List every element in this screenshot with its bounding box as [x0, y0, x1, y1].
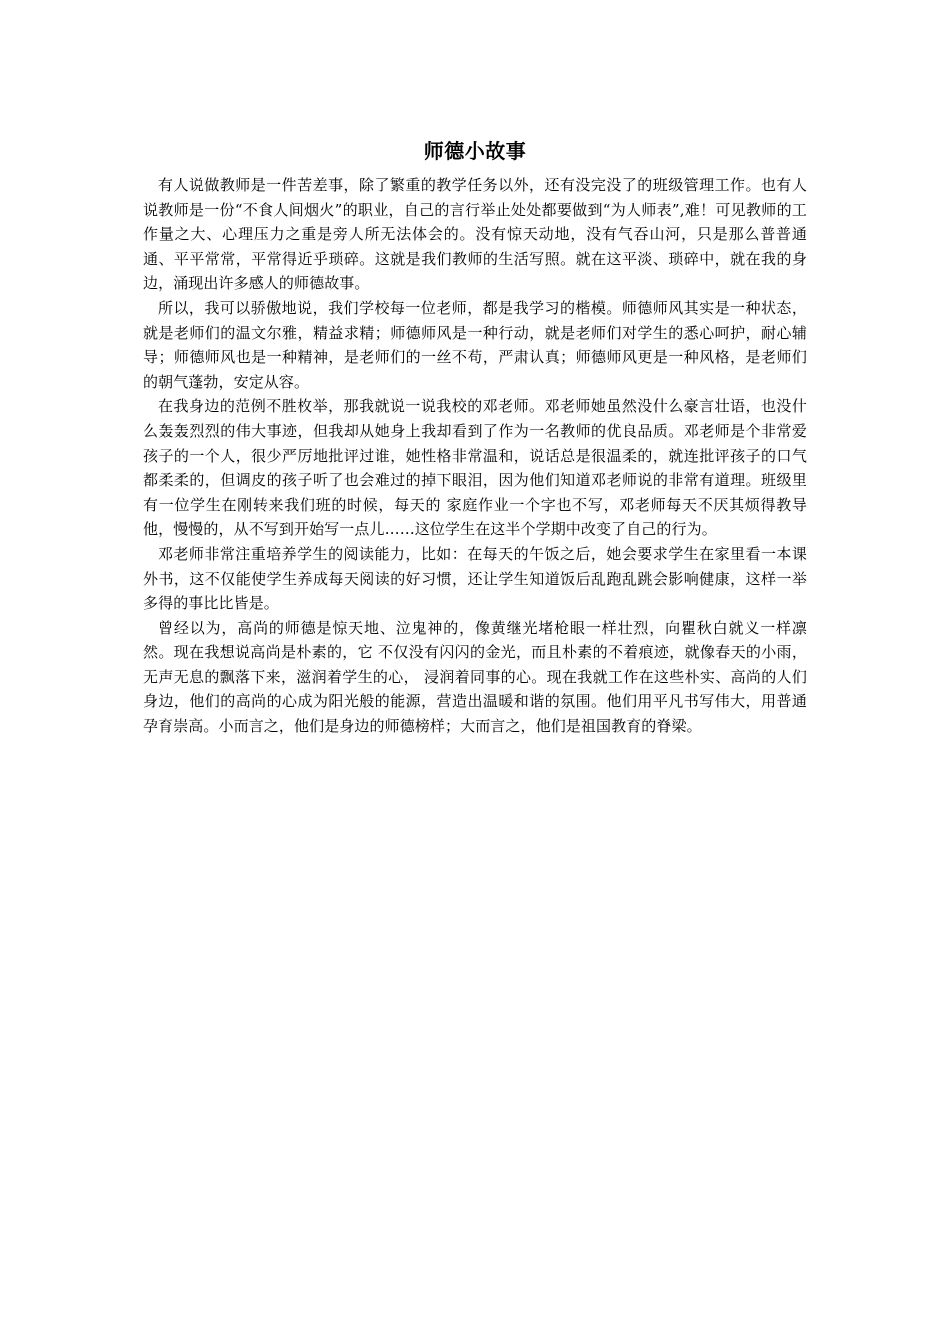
article [143, 136, 807, 739]
paragraph-1: 有人说做教师是一件苦差事，除了繁重的教学任务以外，还有没完没了的班级管理工作。也有人说教师是一份“不食人间烟火”的职业，自己的言行举止处处都要做到“为人师表”,难！可见教师的工作量之大、心理压力之重是旁人所无法体会的。没有惊天动地，没有气吞山河，只是那么普普通通、平平常常，平常得近乎琐碎。这就是我们教师的生活写照。就在这平淡、琐碎中，就在我的身边，涌现出许多感人的师德故事。 [143, 176, 807, 293]
document-title: 师德小故事 [423, 139, 527, 163]
paragraph-4: 邓老师非常注重培养学生的阅读能力，比如：在每天的午饭之后，她会要求学生在家里看一本课外书，这不仅能使学生养成每天阅读的好习惯，还让学生知道饭后乱跑乱跳会影响健康，这样一举多得的事比比皆是。 [143, 544, 807, 613]
paragraph-5: 曾经以为，高尚的师德是惊天地、泣鬼神的，像黄继光堵枪眼一样壮烈，向瞿秋白就义一样凛然。现在我想说高尚是朴素的，它 不仅没有闪闪的金光，而且朴素的不着痕迹，就像春天的小雨，无声无息的飘落下来，滋润着学生的心， 浸润着同事的心。现在我就工作在这些朴实、高尚的人们身边，他们的高尚的心成为阳光般的能源，营造出温暖和谐的氛围。他们用平凡书写伟大，用普通孕育崇高。小而言之，他们是身边的师德榜样；大而言之，他们是祖国教育的脊梁。 [143, 618, 807, 736]
paragraph-3: 在我身边的范例不胜枚举，那我就说一说我校的邓老师。邓老师她虽然没什么豪言壮语，也没什么轰轰烈烈的伟大事迹，但我却从她身上我却看到了作为一名教师的优良品质。邓老师是个非常爱孩子的一个人，很少严厉地批评过谁，她性格非常温和，说话总是很温柔的，就连批评孩子的口气都柔柔的，但调皮的孩子听了也会难过的掉下眼泪，因为他们知道邓老师说的非常有道理。班级里有一位学生在刚转来我们班的时候，每天的 家庭作业一个字也不写，邓老师每天不厌其烦得教导他，慢慢的，从不写到开始写一点儿……这位学生在这半个学期中改变了自己的行为。 [143, 397, 807, 539]
paragraph-2: 所以，我可以骄傲地说，我们学校每一位老师，都是我学习的楷模。师德师风其实是一种状态，就是老师们的温文尔雅，精益求精；师德师风是一种行动，就是老师们对学生的悉心呵护，耐心辅导；师德师风也是一种精神，是老师们的一丝不苟，严肃认真；师德师风更是一种风格，是老师们的朝气蓬勃，安定从容。 [143, 298, 807, 391]
